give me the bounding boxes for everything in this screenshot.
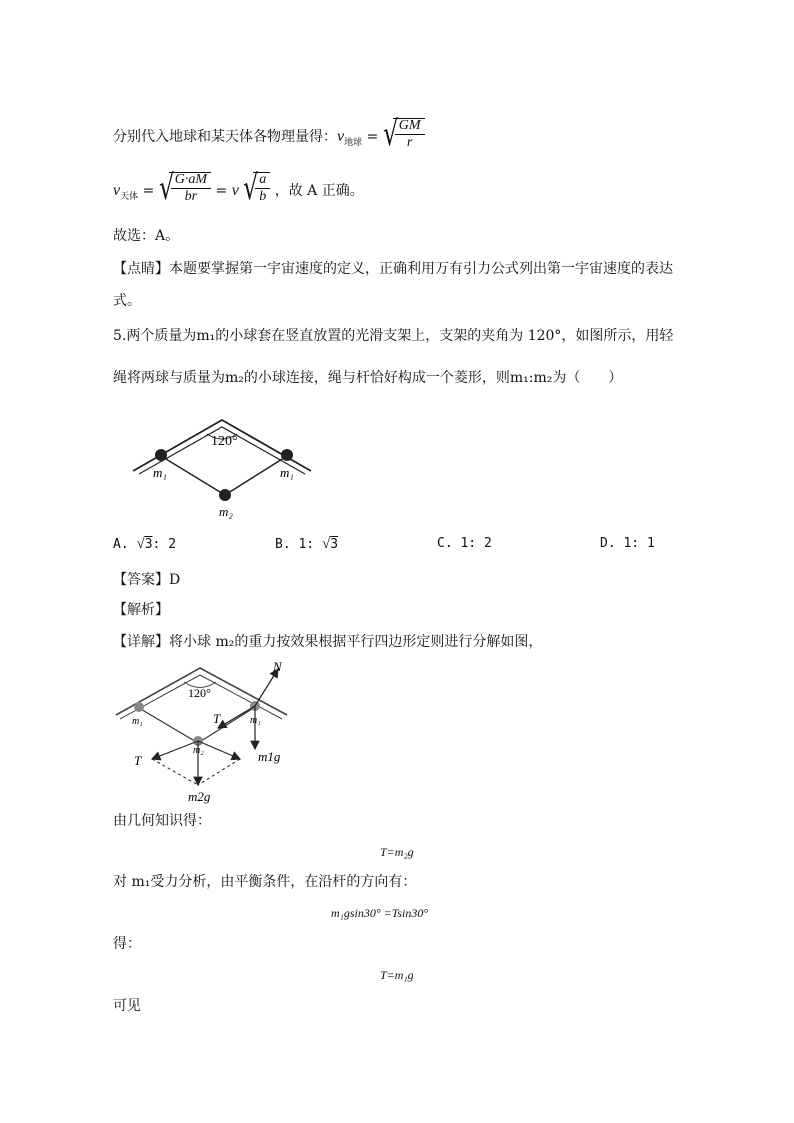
label-m2: m₂ — [219, 504, 233, 519]
frac-denominator: r — [406, 135, 413, 150]
ball-m1-right — [281, 449, 293, 461]
label-m1-right: m₁ — [250, 715, 261, 726]
frac-numerator: a — [255, 172, 270, 189]
radical-icon: √ — [243, 168, 259, 208]
detail-line: 【详解】将小球 m₂的重力按效果根据平行四边形定则进行分解如图， — [113, 634, 543, 650]
v-symbol: v — [231, 182, 239, 199]
angle-label: 120° — [188, 686, 211, 700]
sqrt-icon: √ — [321, 536, 331, 552]
tension-arrow-right — [198, 741, 240, 759]
force-analysis-line: 对 m₁受力分析，由平衡条件，在沿杆的方向有： — [113, 874, 417, 890]
angle-label: 120° — [211, 434, 238, 449]
choice-a-tail: : 2 — [152, 537, 177, 552]
answer-line: 【答案】D — [113, 572, 181, 588]
radical-icon: √ — [158, 168, 174, 208]
sqrt-a-over-b — [243, 168, 270, 210]
tension-arrow-left — [152, 741, 198, 759]
choice-b-label: B. 1: — [275, 537, 315, 552]
choice-a-label: A. — [113, 537, 129, 552]
ball-m1-left — [155, 449, 167, 461]
label-T-inner: T — [213, 711, 221, 726]
answer-select: 故选：A。 — [113, 228, 180, 244]
choice-d: D. 1: 1 — [600, 536, 655, 551]
label-m1-left: m₁ — [153, 465, 167, 480]
label-m1g: m1g — [258, 749, 281, 764]
choice-b — [275, 536, 338, 553]
v-symbol: v — [337, 128, 345, 145]
formula-line-earth — [113, 114, 425, 156]
figure-force-decomposition — [112, 655, 302, 807]
label-T-left: T — [134, 753, 142, 768]
equals-sign: = — [215, 183, 228, 199]
analysis-heading: 【解析】 — [113, 602, 169, 618]
formula-line-body — [113, 168, 364, 210]
subscript-body: 天体 — [120, 191, 139, 202]
parallelogram-dash-right — [198, 759, 240, 785]
label-m1-left: m₁ — [132, 716, 143, 727]
radical-icon: √ — [382, 114, 398, 154]
normal-force-arrow — [255, 669, 278, 706]
equals-sign: = — [142, 183, 155, 199]
conclusion-visible: 可见 — [113, 998, 141, 1014]
label-m2: m₂ — [193, 745, 204, 756]
frac-denominator: br — [184, 189, 198, 204]
ball-m2 — [219, 489, 231, 501]
subscript-earth: 地球 — [344, 137, 363, 148]
question-5-line1: 5.两个质量为m₁的小球套在竖直放置的光滑支架上，支架的夹角为 120°，如图所示，用轻 — [113, 328, 674, 344]
label-m1-right: m₁ — [280, 465, 294, 480]
frac-numerator: GM — [395, 118, 425, 135]
comment-text-cont: 式。 — [113, 293, 141, 309]
label-m2g: m2g — [188, 789, 211, 804]
equation-t-m2g: T=m₂g — [380, 845, 414, 859]
choice-a — [113, 536, 176, 553]
sqrt-icon: √ — [136, 536, 145, 552]
frac-denominator: b — [259, 189, 267, 204]
figure-rhombus-setup — [125, 408, 315, 523]
sqrt-gam-over-br — [158, 168, 211, 210]
choice-a-root: 3 — [144, 537, 153, 552]
choice-c: C. 1: 2 — [437, 536, 492, 551]
sqrt-gm-over-r — [382, 114, 425, 156]
comment-text: 【点睛】本题要掌握第一宇宙速度的定义，正确利用万有引力公式列出第一宇宙速度的表达 — [113, 261, 673, 277]
question-5-line2: 绳将两球与质量为m₂的小球连接，绳与杆恰好构成一个菱形，则m₁:m₂为（ ） — [113, 370, 623, 386]
conclusion-text: ，故 A 正确。 — [274, 183, 364, 199]
result-line: 得： — [113, 936, 141, 952]
label-N: N — [273, 659, 282, 674]
ball-m1-left — [134, 702, 144, 712]
parallelogram-dash-left — [152, 759, 198, 785]
equals-sign: = — [366, 129, 379, 145]
string-right — [225, 456, 287, 495]
string-right — [198, 707, 255, 743]
formula-intro: 分别代入地球和某天体各物理量得： — [113, 129, 337, 145]
equation-t-m1g: T=m₁g — [380, 968, 414, 982]
geometry-line: 由几何知识得： — [113, 813, 211, 829]
v-symbol: v — [113, 182, 121, 199]
choice-b-root: 3 — [330, 537, 339, 552]
string-left — [139, 708, 198, 743]
string-left — [161, 456, 225, 495]
frac-numerator: G·aM — [171, 172, 211, 189]
equation-sin30: m₁gsin30° =Tsin30° — [331, 906, 429, 920]
